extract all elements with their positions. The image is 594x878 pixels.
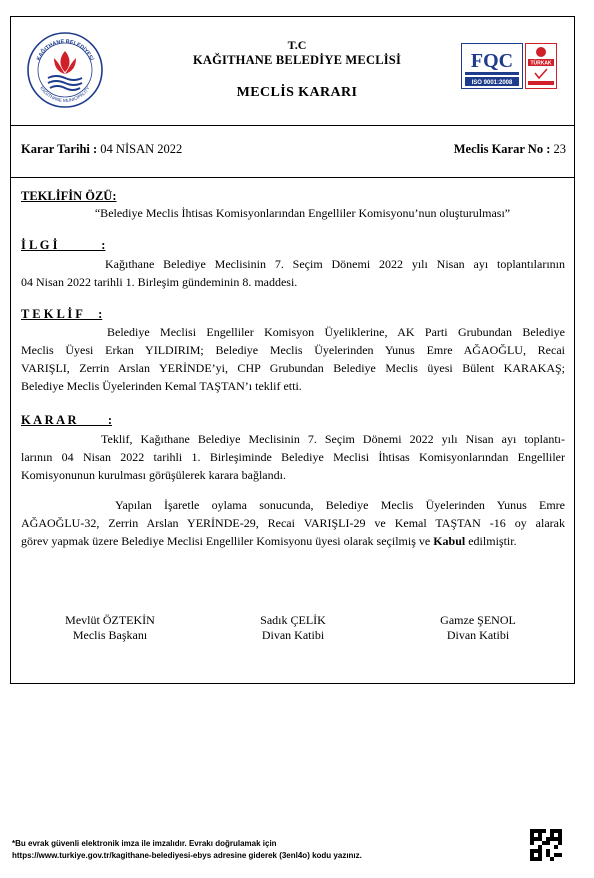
svg-text:ISO 9001:2008: ISO 9001:2008 bbox=[471, 80, 513, 86]
document-title: MECLİS KARARI bbox=[236, 85, 358, 100]
decision-number: Meclis Karar No : 23 bbox=[453, 142, 566, 156]
decision-date: Karar Tarihi : 04 NİSAN 2022 bbox=[21, 142, 183, 156]
header-tc: T.C bbox=[287, 38, 307, 52]
svg-text:FQC: FQC bbox=[470, 50, 514, 72]
signature-secretary-1: Sadık ÇELİK Divan Katibi bbox=[260, 613, 326, 642]
svg-text:TÜRKAK: TÜRKAK bbox=[530, 60, 552, 67]
ozu-text: “Belediye Meclis İhtisas Komisyonlarından Engelliler Komisyonu’nun oluşturulması” bbox=[94, 206, 511, 220]
kabul-label: Kabul bbox=[433, 534, 466, 548]
header-divider bbox=[10, 125, 575, 126]
ozu-title: TEKLİFİN ÖZÜ: bbox=[21, 189, 117, 203]
ilgi-title: İ L G İ : bbox=[21, 238, 106, 252]
signature-chairman: Mevlüt ÖZTEKİN Meclis Başkanı bbox=[65, 613, 155, 642]
meta-divider bbox=[10, 177, 575, 178]
e-signature-note: *Bu evrak güvenli elektronik imza ile imzalıdır. Evrakı doğrulamak için https://www.turkiye.gov.tr/kagithane-belediyesi-ebys adresine giderek (3enl4o) kodu yazınız. bbox=[12, 839, 362, 860]
ilgi-text: Kağıthane Belediye Meclisinin 7. Seçim Dönemi 2022 yılı Nisan ayı toplantılarının 04 Nisan 2022 tarihli 1. Birleşim gündeminin 8. maddesi. bbox=[21, 257, 565, 289]
karar-title: K A R A R : bbox=[21, 413, 112, 427]
qr-code-icon bbox=[530, 829, 562, 861]
svg-text:KAĞITHANE BELEDİYESİ: KAĞITHANE BELEDİYESİ bbox=[35, 38, 95, 62]
karar-text: Teklif, Kağıthane Belediye Meclisinin 7. Seçim Dönemi 2022 yılı Nisan ayı toplantı- larının 04 Nisan 2022 tarihli 1. Birleşiminde Belediye Meclisi İhtisas Komisyonlarından Engelliler Komisyonunun kurulması görüşülerek karara bağlandı. bbox=[21, 432, 565, 482]
teklif-title: T E K L İ F : bbox=[21, 307, 103, 321]
karar-vote-text: Yapılan İşaretle oylama sonucunda, Belediye Meclis Üyelerinden Yunus Emre AĞAOĞLU-32, Zerrin Arslan YERİNDE-29, Recai VARIŞLI-29 ve Kemal TAŞTAN -16 oy alarak görev yapmak üzere Belediye Meclisi Engelliler Komisyonu üyesi olarak seçilmiş ve Kabul edilmiştir. bbox=[21, 498, 565, 548]
turkak-accreditation-logo bbox=[525, 43, 557, 89]
signature-secretary-2: Gamze ŞENOL Divan Katibi bbox=[440, 613, 516, 642]
teklif-text: Belediye Meclisi Engelliler Komisyon Üyeliklerine, AK Parti Grubundan Belediye Meclis Üyesi Erkan YILDIRIM; Belediye Meclis Üyelerinden Yunus Emre AĞAOĞLU, Recai VARIŞLI, Zerrin Arslan YERİNDE’yi, CHP Grubundan Belediye Meclis üyesi Bülent KARAKAŞ; Belediye Meclis Üyelerinden Kemal TAŞTAN’ı teklif etti. bbox=[21, 325, 565, 393]
institution-name: KAĞITHANE BELEDİYE MECLİSİ bbox=[192, 53, 402, 67]
verification-link[interactable]: https://www.turkiye.gov.tr/kagithane-belediyesi-ebys adresine giderek (3enl4o) kodu yazınız. bbox=[12, 851, 362, 860]
fqc-certification-logo bbox=[461, 43, 523, 89]
svg-text:KAGITHANE MUNICIPALITY: KAGITHANE MUNICIPALITY bbox=[39, 85, 91, 104]
